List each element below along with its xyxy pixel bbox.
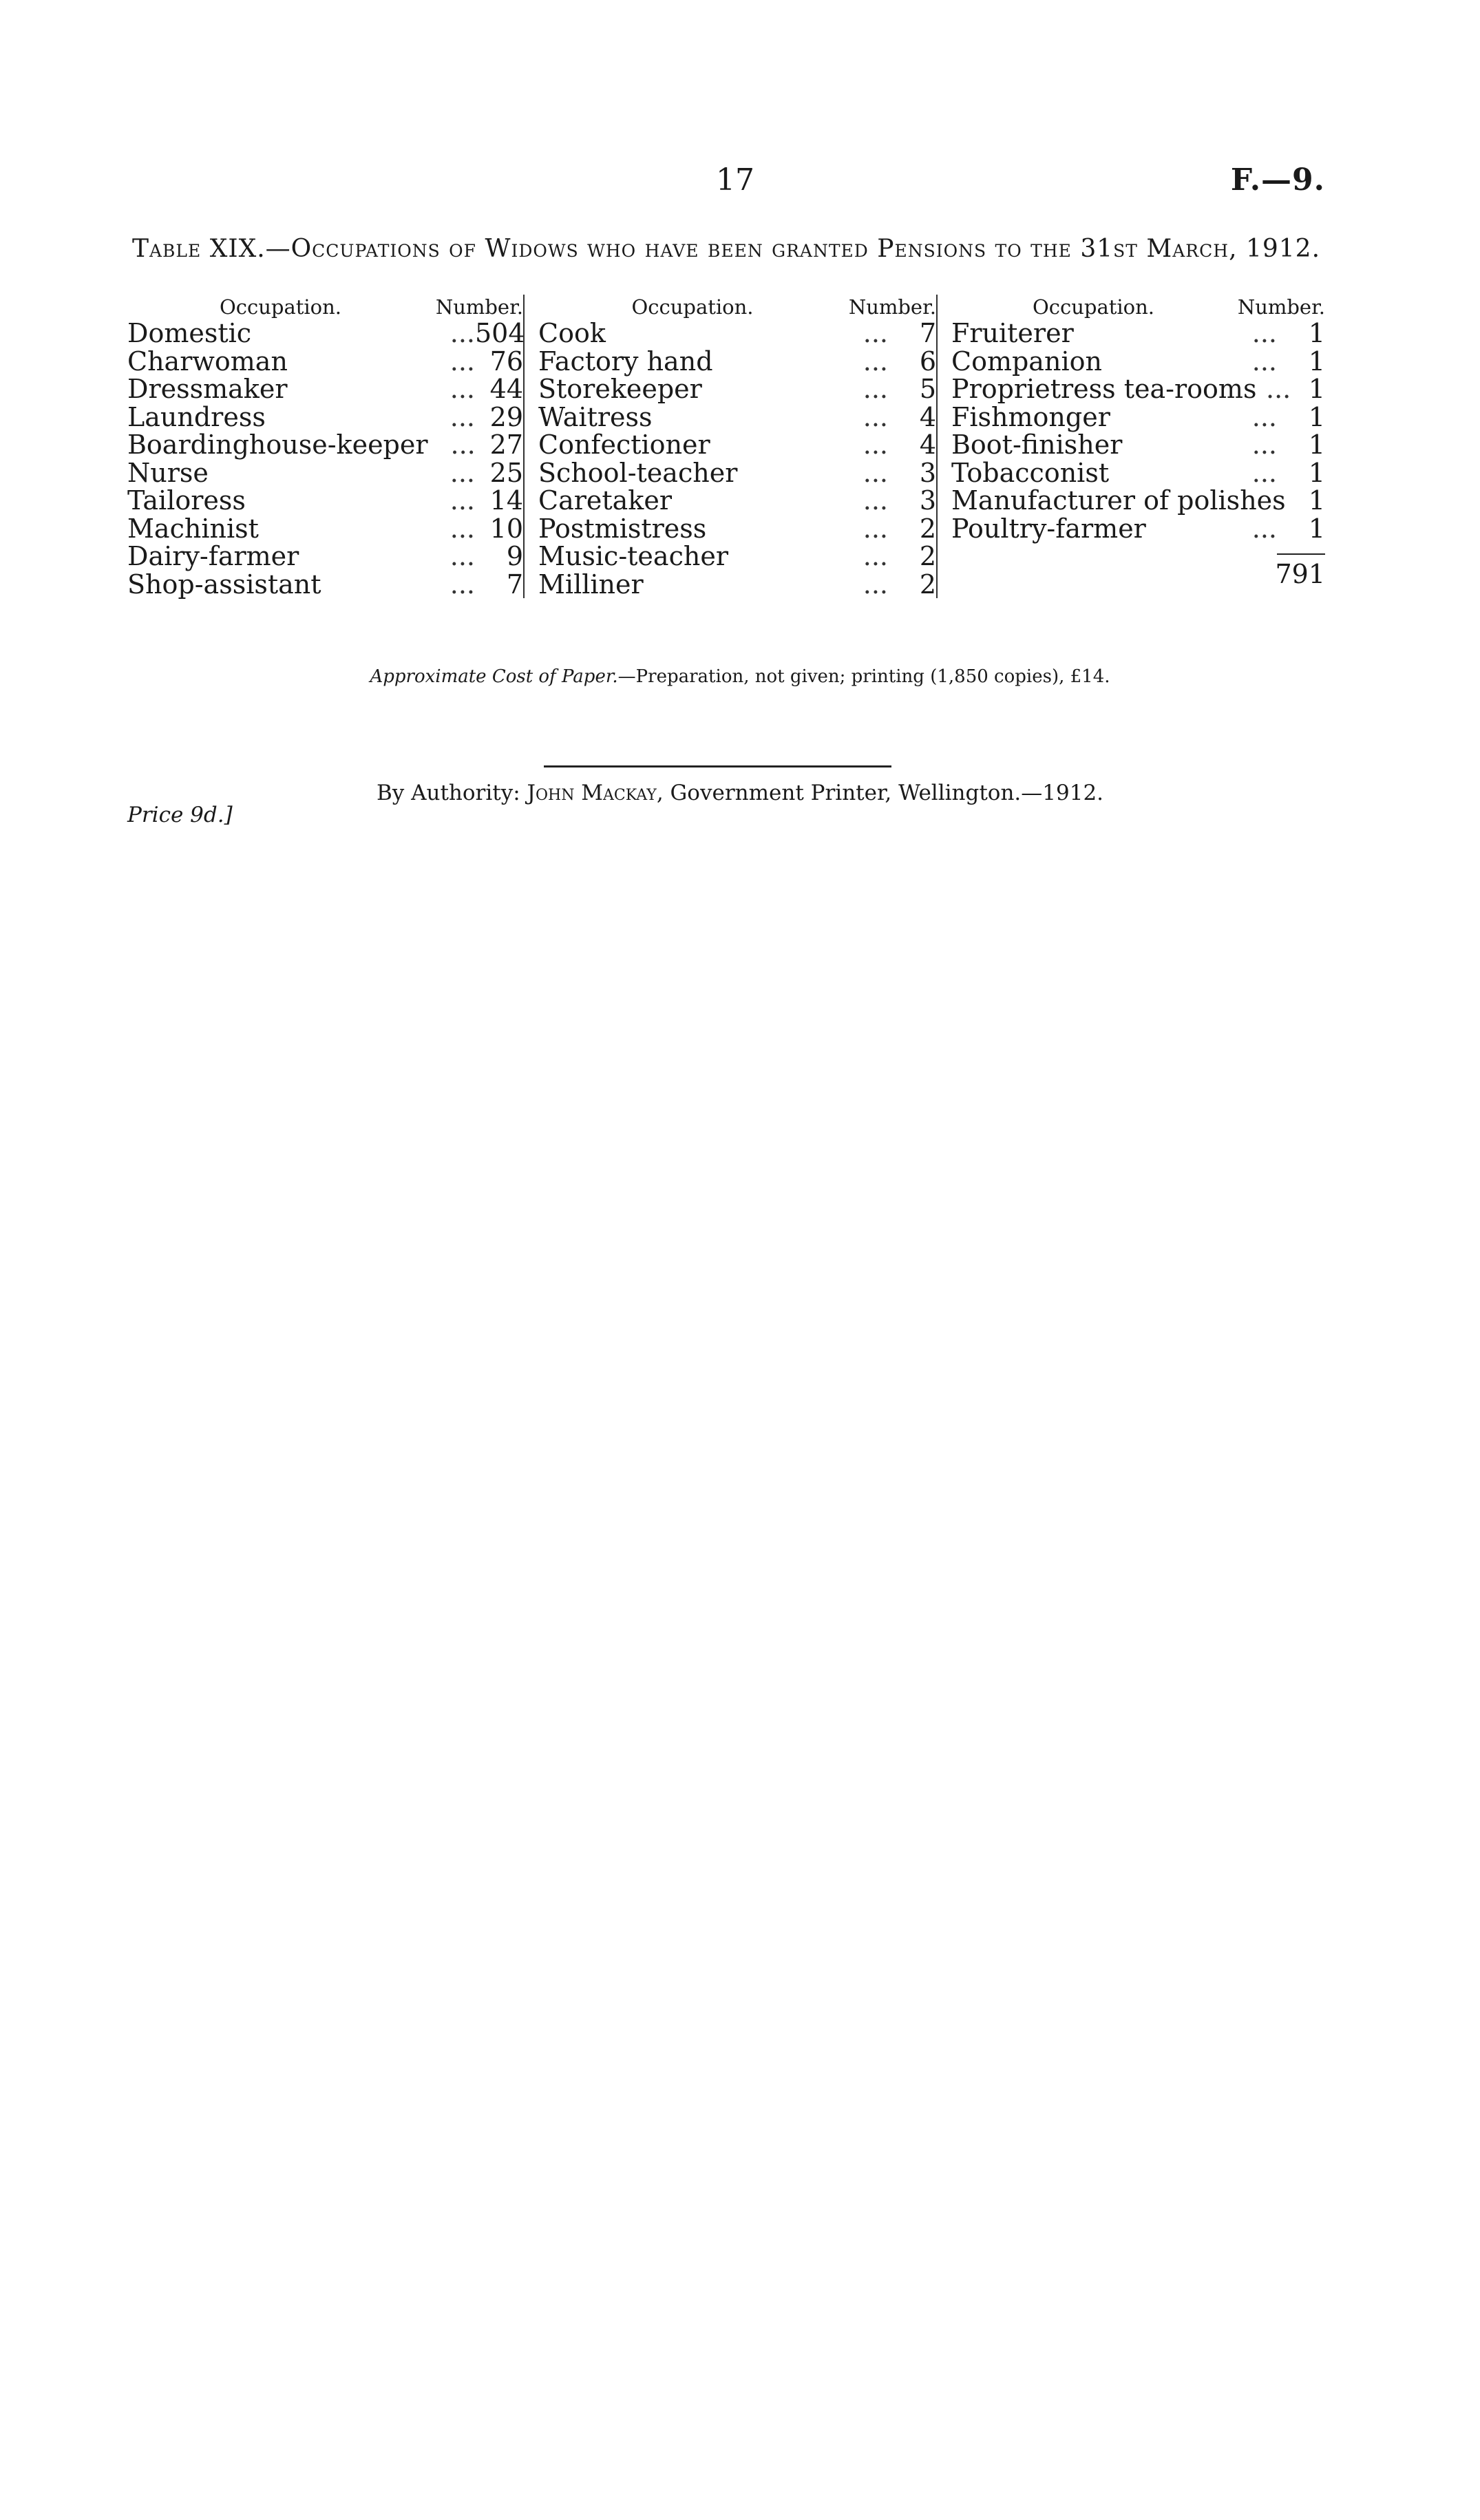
leader-dots: ... [450,374,475,404]
table-row [127,431,523,459]
occupation-cell: Companion [951,346,1102,377]
column-header-row [538,295,936,319]
number-header: Number. [848,295,936,319]
table-row [538,459,936,487]
number-cell: 1 [1308,318,1325,348]
document-reference: F.—9. [1230,162,1325,198]
table-row [538,375,936,403]
leader-dots: ... [450,457,475,488]
leader-dots: ... [450,346,475,377]
occupation-cell: Milliner [538,569,644,600]
footer-rule [544,765,891,767]
leader-dots: ... [450,401,475,432]
printer-name: John Mackay [527,781,657,805]
number-cell: 9 [506,541,523,571]
total-rule [1277,553,1325,555]
cost-text: —Preparation, not given; printing (1,850 copies), £14. [617,666,1110,687]
number-cell: 27 [489,430,523,460]
table-title-prefix: Table XIX. [131,235,266,263]
occupation-cell: Dressmaker [127,374,288,404]
leader-dots: ... [450,569,475,600]
leader-dots: ... [863,485,888,516]
number-cell: 1 [1308,346,1325,377]
number-cell: 3 [919,485,936,516]
total-row [951,559,1325,589]
table-row [951,459,1325,487]
number-cell: 6 [919,346,936,377]
cost-label: Approximate Cost of Paper. [370,666,618,687]
occupation-cell: Shop-assistant [127,569,321,600]
number-cell: 3 [919,457,936,488]
number-cell: 1 [1308,513,1325,544]
leader-dots: ... [1251,318,1277,348]
leader-dots: ... [450,541,475,571]
table-row [951,431,1325,459]
leader-dots: ... [1251,430,1277,460]
printer-authority [0,781,1480,805]
number-cell: 504 [475,318,525,348]
table-row [538,319,936,348]
number-cell: 14 [489,485,523,516]
number-cell: 25 [489,457,523,488]
number-cell: 29 [489,401,523,432]
leader-dots: ... [863,541,888,571]
table-row [127,571,523,599]
price-label: Price 9d.] [127,803,233,827]
table-row [127,403,523,432]
table-column-3 [936,295,1325,598]
occupation-header: Occupation. [1032,295,1155,319]
number-cell: 76 [489,346,523,377]
leader-dots: ... [863,318,888,348]
table-row [127,542,523,571]
leader-dots [1286,487,1306,515]
occupation-cell: Manufacturer of polishes [951,485,1286,516]
number-cell: 2 [919,513,936,544]
occupation-cell: Music-teacher [538,541,728,571]
total-spacer [951,559,1263,589]
table-row [951,348,1325,376]
occupation-cell: Dairy-farmer [127,541,299,571]
table-row [127,515,523,543]
number-cell: 1 [1308,457,1325,488]
occupation-cell: Waitress [538,401,653,432]
number-cell: 5 [919,374,936,404]
leader-dots: ... [1251,346,1277,377]
column-header-row [951,295,1325,319]
occupation-cell: Boardinghouse-keeper [127,430,428,460]
table-row [538,348,936,376]
number-cell: 4 [919,401,936,432]
number-cell: 7 [919,318,936,348]
leader-dots: ... [1251,457,1277,488]
table-row [127,319,523,348]
table-row [127,375,523,403]
table-row [951,403,1325,432]
number-header: Number. [1237,295,1325,319]
occupation-cell: Nurse [127,457,209,488]
table-row [951,515,1325,543]
leader-dots: ... [1265,374,1291,404]
table-columns [127,295,1325,598]
occupation-cell: Boot-finisher [951,430,1123,460]
leader-dots: ... [863,457,888,488]
number-cell: 1 [1308,374,1325,404]
table-title-rest: —Occupations of Widows who have been granted Pensions to the 31st March, 1912. [265,235,1321,263]
number-cell: 1 [1308,430,1325,460]
number-cell: 1 [1308,401,1325,432]
leader-dots: ... [863,346,888,377]
table-row [127,487,523,515]
table-row [538,431,936,459]
leader-dots: ... [450,430,476,460]
occupation-cell: Laundress [127,401,266,432]
leader-dots: ... [1251,513,1277,544]
occupation-cell: Fishmonger [951,401,1110,432]
number-cell: 7 [506,569,523,600]
table-title [127,234,1325,264]
leader-dots: ... [450,485,475,516]
leader-dots: ... [863,430,888,460]
table-row [538,571,936,599]
occupation-header: Occupation. [631,295,754,319]
table-row [538,487,936,515]
occupation-cell: Fruiterer [951,318,1074,348]
occupation-cell: Tailoress [127,485,246,516]
leader-dots: ... [1251,401,1277,432]
number-cell: 1 [1308,485,1325,516]
number-cell: 2 [919,569,936,600]
occupation-cell: Storekeeper [538,374,702,404]
table-column-1 [127,295,523,598]
authority-suffix: , Government Printer, Wellington.—1912. [656,781,1104,805]
leader-dots: ... [863,513,888,544]
number-cell: 10 [489,513,523,544]
leader-dots: ... [863,569,888,600]
occupations-table [127,295,1325,598]
table-row [951,319,1325,348]
number-cell: 4 [919,430,936,460]
cost-of-paper-note [0,666,1480,687]
occupation-cell: Poultry-farmer [951,513,1146,544]
authority-prefix: By Authority: [376,781,527,805]
table-row [538,403,936,432]
number-header: Number. [435,295,523,319]
occupation-cell: Cook [538,318,606,348]
occupation-cell: School-teacher [538,457,738,488]
table-row [951,375,1325,403]
column-header-row [127,295,523,319]
table-row [951,487,1325,515]
leader-dots: ... [863,401,888,432]
occupation-cell: Caretaker [538,485,672,516]
leader-dots: ... [450,513,475,544]
occupation-cell: Postmistress [538,513,707,544]
total-number: 791 [1275,559,1325,589]
occupation-cell: Factory hand [538,346,713,377]
table-row [538,515,936,543]
table-column-2 [523,295,936,598]
page-number: 17 [716,162,754,198]
occupation-cell: Tobacconist [951,457,1110,488]
occupation-cell: Machinist [127,513,259,544]
occupation-cell: Domestic [127,318,252,348]
table-row [538,542,936,571]
leader-dots: ... [863,374,888,404]
number-cell: 44 [489,374,523,404]
occupation-cell: Proprietress tea-rooms [951,374,1257,404]
occupation-cell: Confectioner [538,430,710,460]
occupation-header: Occupation. [219,295,342,319]
number-cell: 2 [919,541,936,571]
table-row [127,348,523,376]
leader-dots: ... [450,318,475,348]
occupation-cell: Charwoman [127,346,288,377]
table-row [127,459,523,487]
